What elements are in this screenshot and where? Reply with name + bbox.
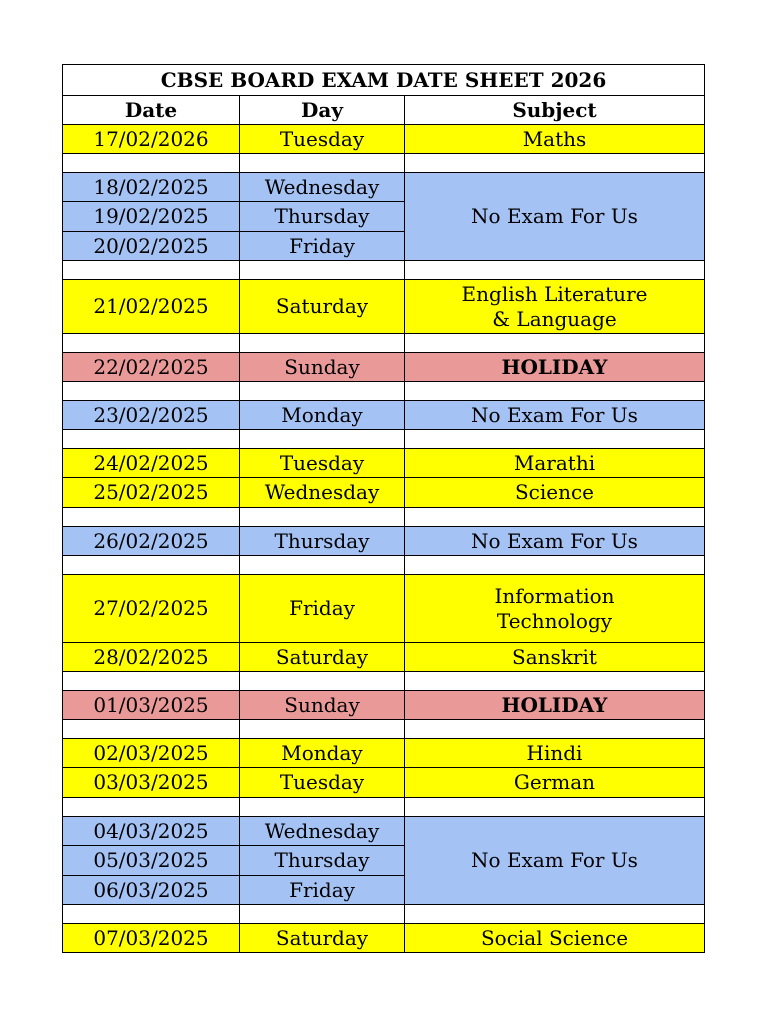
- day-cell: Monday: [240, 739, 405, 768]
- spacer-cell: [240, 672, 405, 691]
- title-row: [63, 65, 705, 96]
- date-cell: 21/02/2025: [63, 280, 240, 334]
- spacer-row: [63, 720, 705, 739]
- spacer-cell: [240, 508, 405, 527]
- table-row: [63, 125, 705, 154]
- subject-cell: No Exam For Us: [405, 527, 705, 556]
- date-sheet-table: [62, 64, 705, 953]
- subject-cell: HOLIDAY: [405, 353, 705, 382]
- date-cell: 06/03/2025: [63, 876, 240, 905]
- day-cell: Tuesday: [240, 768, 405, 798]
- subject-cell: No Exam For Us: [405, 401, 705, 430]
- day-cell: Friday: [240, 575, 405, 643]
- header-date: Date: [63, 96, 240, 125]
- table-row: [63, 739, 705, 768]
- spacer-row: [63, 905, 705, 924]
- date-cell: 24/02/2025: [63, 449, 240, 478]
- spacer-cell: [240, 154, 405, 173]
- day-cell: Tuesday: [240, 125, 405, 154]
- day-cell: Monday: [240, 401, 405, 430]
- spacer-cell: [240, 382, 405, 401]
- subject-cell: Maths: [405, 125, 705, 154]
- day-cell: Tuesday: [240, 449, 405, 478]
- spacer-cell: [405, 334, 705, 353]
- spacer-cell: [63, 261, 240, 280]
- spacer-cell: [63, 334, 240, 353]
- table-row: [63, 527, 705, 556]
- subject-cell: No Exam For Us: [405, 817, 705, 905]
- spacer-row: [63, 430, 705, 449]
- spacer-row: [63, 556, 705, 575]
- table-row: [63, 173, 705, 202]
- spacer-cell: [405, 672, 705, 691]
- spacer-cell: [405, 508, 705, 527]
- table-row: [63, 768, 705, 798]
- day-cell: Wednesday: [240, 173, 405, 202]
- header-subject: Subject: [405, 96, 705, 125]
- spacer-cell: [63, 720, 240, 739]
- spacer-row: [63, 672, 705, 691]
- subject-cell: No Exam For Us: [405, 173, 705, 261]
- spacer-cell: [405, 556, 705, 575]
- spacer-row: [63, 382, 705, 401]
- table-row: [63, 643, 705, 672]
- day-cell: Sunday: [240, 691, 405, 720]
- date-cell: 19/02/2025: [63, 202, 240, 232]
- date-cell: 07/03/2025: [63, 924, 240, 953]
- spacer-cell: [63, 905, 240, 924]
- subject-cell: Social Science: [405, 924, 705, 953]
- day-cell: Wednesday: [240, 478, 405, 508]
- date-cell: 22/02/2025: [63, 353, 240, 382]
- subject-cell: Science: [405, 478, 705, 508]
- day-cell: Friday: [240, 232, 405, 261]
- spacer-row: [63, 334, 705, 353]
- date-cell: 02/03/2025: [63, 739, 240, 768]
- spacer-cell: [240, 430, 405, 449]
- header-day: Day: [240, 96, 405, 125]
- table-row: [63, 449, 705, 478]
- spacer-cell: [240, 334, 405, 353]
- table-row: [63, 280, 705, 334]
- spacer-cell: [405, 720, 705, 739]
- spacer-cell: [405, 154, 705, 173]
- subject-cell: German: [405, 768, 705, 798]
- day-cell: Sunday: [240, 353, 405, 382]
- day-cell: Friday: [240, 876, 405, 905]
- spacer-row: [63, 508, 705, 527]
- day-cell: Wednesday: [240, 817, 405, 846]
- spacer-cell: [240, 905, 405, 924]
- day-cell: Saturday: [240, 924, 405, 953]
- spacer-cell: [405, 261, 705, 280]
- spacer-cell: [63, 154, 240, 173]
- date-cell: 26/02/2025: [63, 527, 240, 556]
- date-cell: 18/02/2025: [63, 173, 240, 202]
- date-cell: 17/02/2026: [63, 125, 240, 154]
- subject-cell: Sanskrit: [405, 643, 705, 672]
- date-cell: 23/02/2025: [63, 401, 240, 430]
- day-cell: Thursday: [240, 202, 405, 232]
- spacer-cell: [240, 556, 405, 575]
- spacer-row: [63, 798, 705, 817]
- day-cell: Saturday: [240, 643, 405, 672]
- spacer-cell: [405, 798, 705, 817]
- subject-cell: Information Technology: [405, 575, 705, 643]
- date-cell: 04/03/2025: [63, 817, 240, 846]
- spacer-cell: [63, 382, 240, 401]
- table-row: [63, 353, 705, 382]
- spacer-row: [63, 154, 705, 173]
- spacer-cell: [405, 382, 705, 401]
- spacer-cell: [240, 261, 405, 280]
- subject-cell: Marathi: [405, 449, 705, 478]
- table-row: [63, 691, 705, 720]
- day-cell: Thursday: [240, 846, 405, 876]
- spacer-cell: [405, 430, 705, 449]
- spacer-row: [63, 261, 705, 280]
- spacer-cell: [63, 672, 240, 691]
- date-cell: 05/03/2025: [63, 846, 240, 876]
- table-row: [63, 924, 705, 953]
- table-row: [63, 575, 705, 643]
- table-row: [63, 817, 705, 846]
- table-row: [63, 401, 705, 430]
- date-cell: 25/02/2025: [63, 478, 240, 508]
- spacer-cell: [240, 798, 405, 817]
- table-body: [63, 125, 705, 953]
- spacer-cell: [63, 556, 240, 575]
- date-cell: 20/02/2025: [63, 232, 240, 261]
- spacer-cell: [63, 508, 240, 527]
- subject-cell: English Literature & Language: [405, 280, 705, 334]
- date-cell: 01/03/2025: [63, 691, 240, 720]
- date-cell: 27/02/2025: [63, 575, 240, 643]
- spacer-cell: [63, 798, 240, 817]
- date-cell: 03/03/2025: [63, 768, 240, 798]
- spacer-cell: [63, 430, 240, 449]
- day-cell: Thursday: [240, 527, 405, 556]
- date-cell: 28/02/2025: [63, 643, 240, 672]
- subject-cell: HOLIDAY: [405, 691, 705, 720]
- subject-cell: Hindi: [405, 739, 705, 768]
- table-row: [63, 478, 705, 508]
- header-row: [63, 96, 705, 125]
- spacer-cell: [240, 720, 405, 739]
- spacer-cell: [405, 905, 705, 924]
- sheet-title: CBSE BOARD EXAM DATE SHEET 2026: [63, 65, 705, 96]
- day-cell: Saturday: [240, 280, 405, 334]
